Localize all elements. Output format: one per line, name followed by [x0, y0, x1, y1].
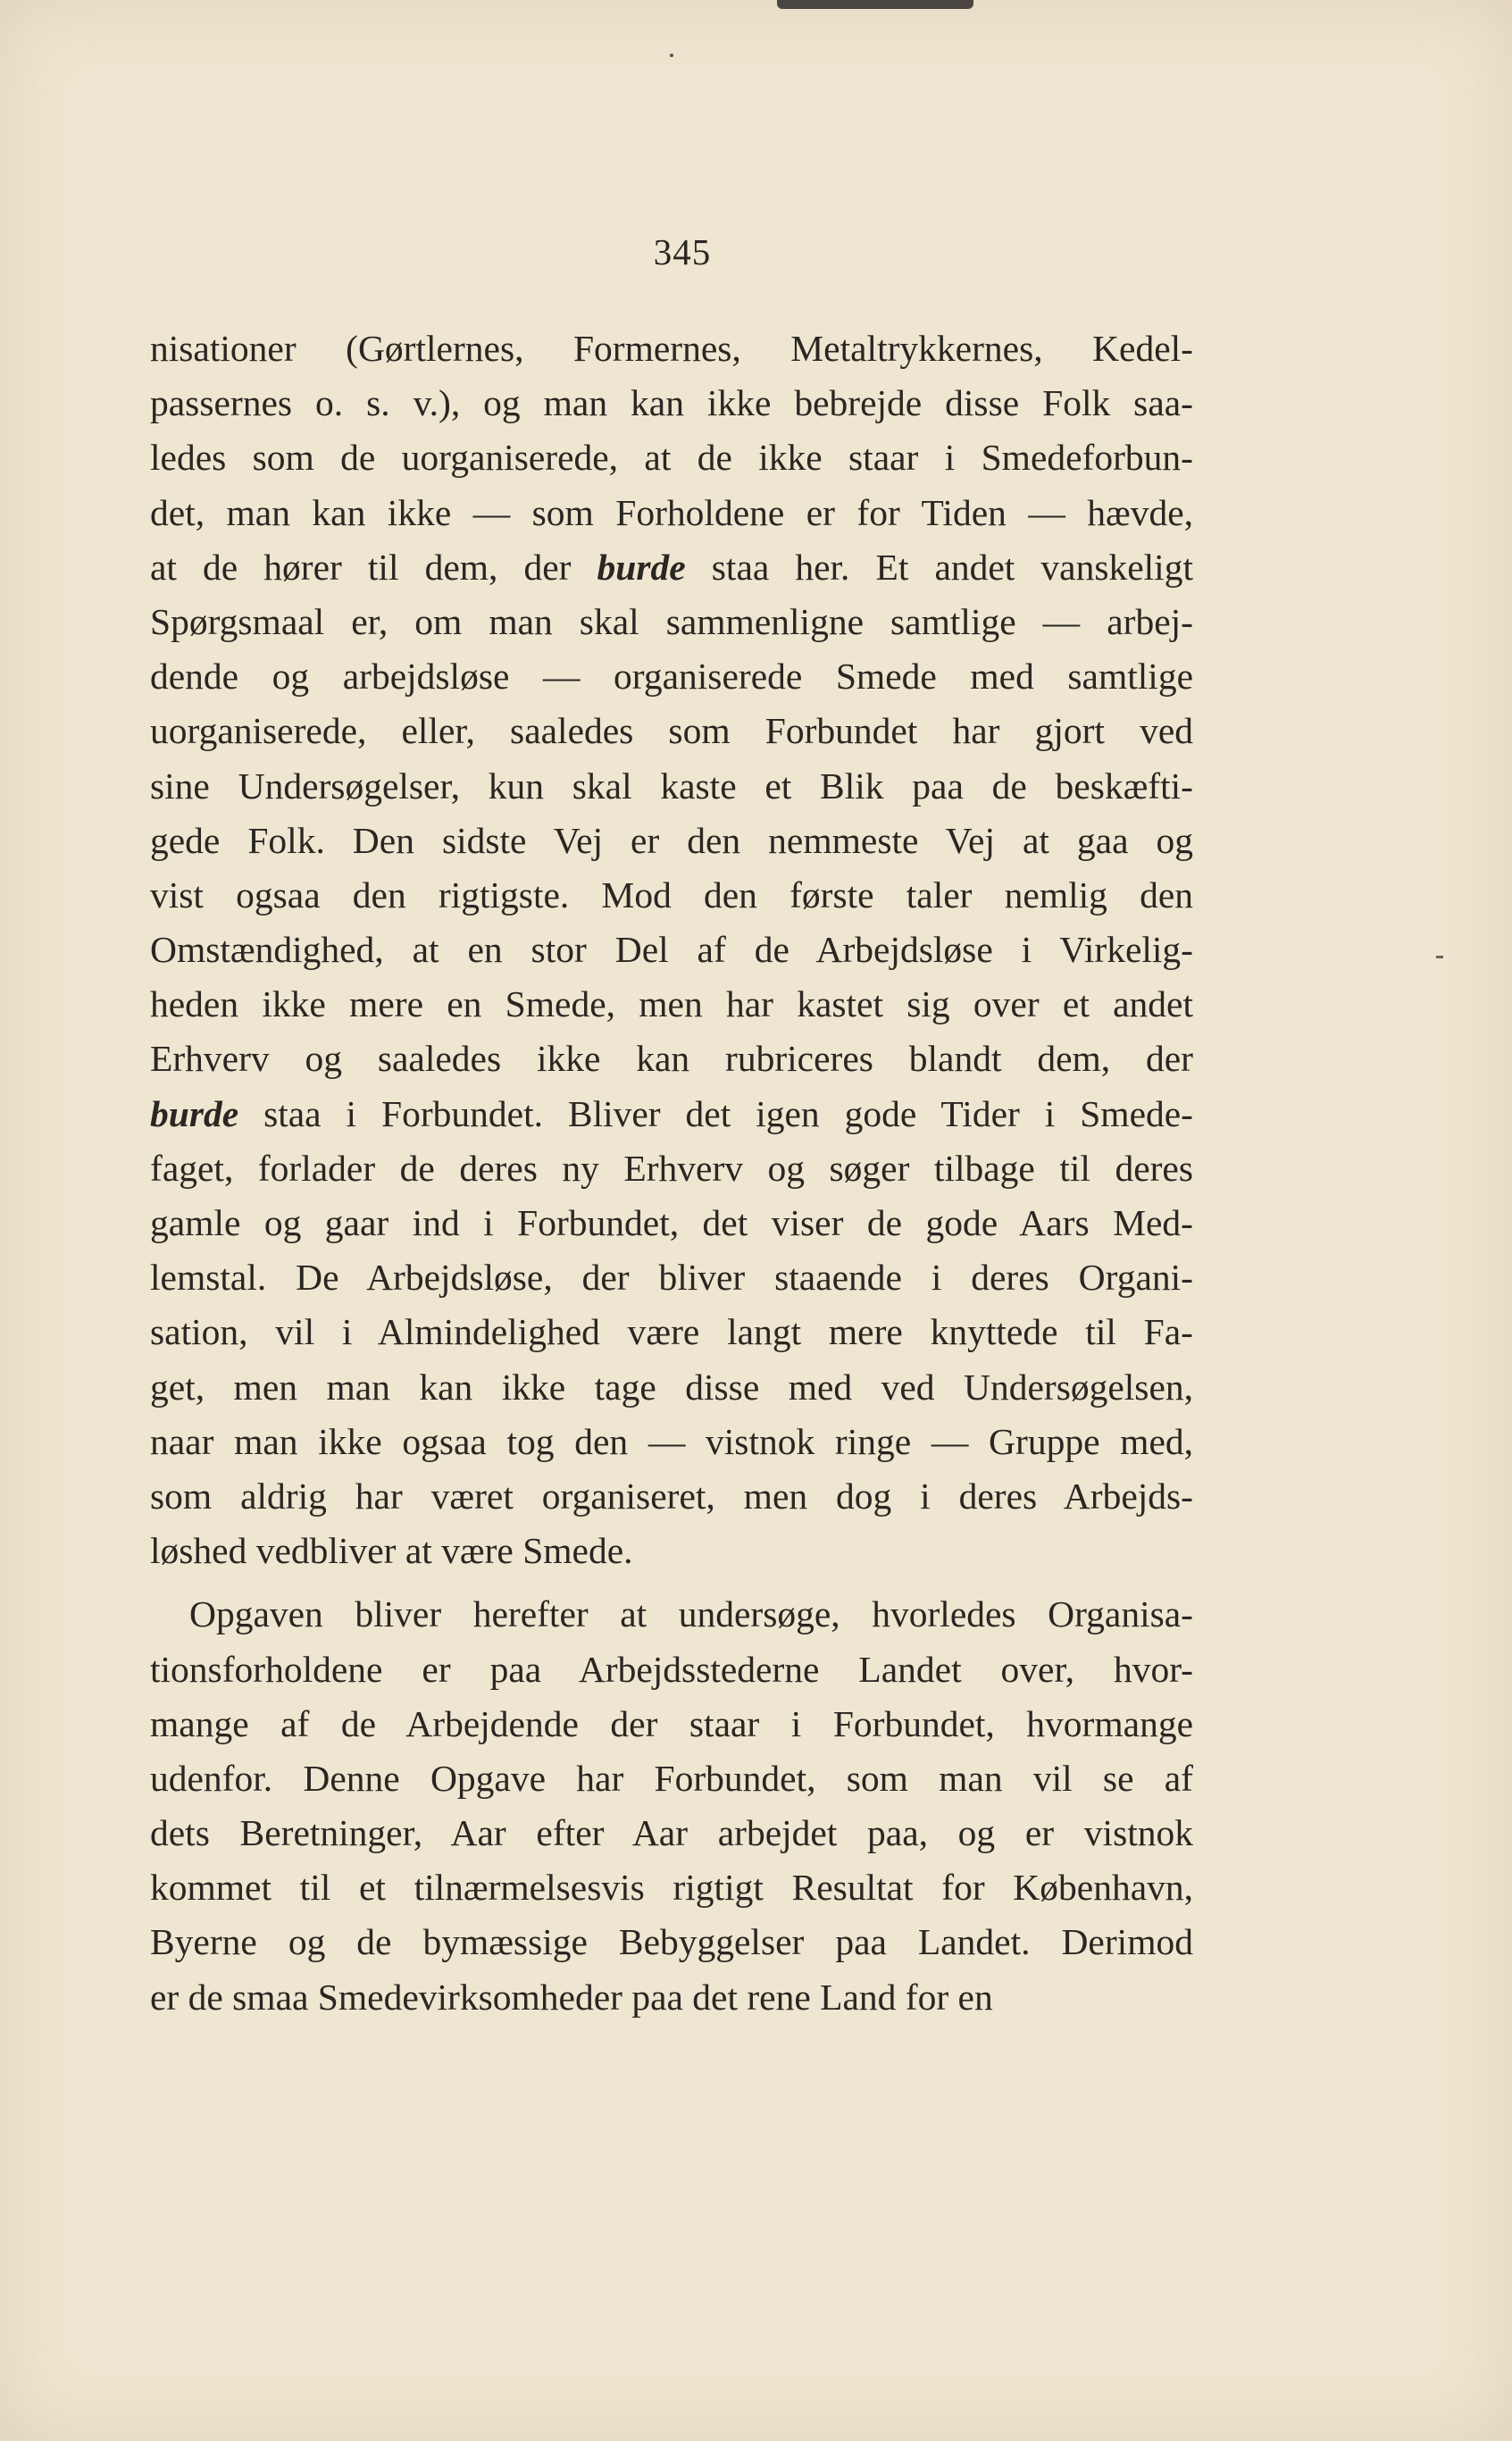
text-line: Omstændighed, at en stor Del af de Arbejdsløse i Virkelig-	[150, 929, 1193, 971]
binding-strip	[777, 0, 973, 9]
text-line: sation, vil i Almindelighed være langt mere knyttede til Fa-	[150, 1311, 1193, 1353]
text-fragment: at de hører til dem, der	[150, 546, 597, 588]
margin-mark	[1436, 956, 1443, 958]
text-line: kommet til et tilnærmelsesvis rigtigt Resultat for København,	[150, 1867, 1193, 1909]
text-line: Opgaven bliver herefter at undersøge, hvorledes Organisa-	[189, 1593, 1193, 1635]
text-line: løshed vedbliver at være Smede.	[150, 1530, 633, 1572]
paragraph-gap	[150, 1578, 1193, 1587]
text-line: Spørgsmaal er, om man skal sammenligne samtlige — arbej-	[150, 600, 1193, 642]
emphasized-word: burde	[150, 1092, 239, 1134]
text-line: tionsforholdene er paa Arbejdsstederne Landet over, hvor-	[150, 1648, 1193, 1690]
text-line: ledes som de uorganiserede, at de ikke staar i Smedeforbun-	[150, 437, 1193, 479]
text-line: naar man ikke ogsaa tog den — vistnok ringe — Gruppe med,	[150, 1420, 1193, 1462]
text-line: Erhverv og saaledes ikke kan rubriceres blandt dem, der	[150, 1038, 1193, 1080]
page-number: 345	[653, 231, 712, 272]
text-line: uorganiserede, eller, saaledes som Forbundet har gjort ved	[150, 710, 1193, 752]
text-line: gamle og gaar ind i Forbundet, det viser de gode Aars Med-	[150, 1202, 1193, 1243]
text-line: gede Folk. Den sidste Vej er den nemmeste Vej at gaa og	[150, 819, 1193, 861]
body-text	[150, 322, 1193, 2025]
text-line: som aldrig har været organiseret, men dog i deres Arbejds-	[150, 1475, 1193, 1517]
text-line: Byerne og de bymæssige Bebyggelser paa Landet. Derimod	[150, 1921, 1193, 1963]
print-speck	[670, 54, 673, 57]
text-line: lemstal. De Arbejdsløse, der bliver staaende i deres Organi-	[150, 1257, 1193, 1299]
text-line: sine Undersøgelser, kun skal kaste et Blik paa de beskæfti-	[150, 765, 1193, 807]
text-line: dende og arbejdsløse — organiserede Smede med samtlige	[150, 656, 1193, 698]
text-line: heden ikke mere en Smede, men har kastet sig over et andet	[150, 983, 1193, 1025]
text-fragment: staa her. Et andet vanskeligt	[685, 546, 1193, 588]
text-fragment: staa i Forbundet. Bliver det igen gode Tider i Smede-	[238, 1092, 1193, 1134]
text-line: get, men man kan ikke tage disse med ved Undersøgelsen,	[150, 1366, 1193, 1408]
text-line	[150, 540, 1193, 595]
text-line: udenfor. Denne Opgave har Forbundet, som man vil se af	[150, 1757, 1193, 1799]
text-line: mange af de Arbejdende der staar i Forbundet, hvormange	[150, 1702, 1193, 1744]
text-line: passernes o. s. v.), og man kan ikke bebrejde disse Folk saa-	[150, 382, 1193, 424]
text-line: faget, forlader de deres ny Erhverv og søger tilbage til deres	[150, 1147, 1193, 1189]
emphasized-word: burde	[597, 546, 686, 588]
text-line: det, man kan ikke — som Forholdene er for Tiden — hævde,	[150, 491, 1193, 533]
text-line: dets Beretninger, Aar efter Aar arbejdet paa, og er vistnok	[150, 1812, 1193, 1854]
text-line: vist ogsaa den rigtigste. Mod den første taler nemlig den	[150, 874, 1193, 915]
text-line: nisationer (Gørtlernes, Formernes, Metaltrykkernes, Kedel-	[150, 328, 1193, 369]
text-line	[150, 1087, 1193, 1141]
text-line: er de smaa Smedevirksomheder paa det rene Land for en	[150, 1976, 993, 2018]
